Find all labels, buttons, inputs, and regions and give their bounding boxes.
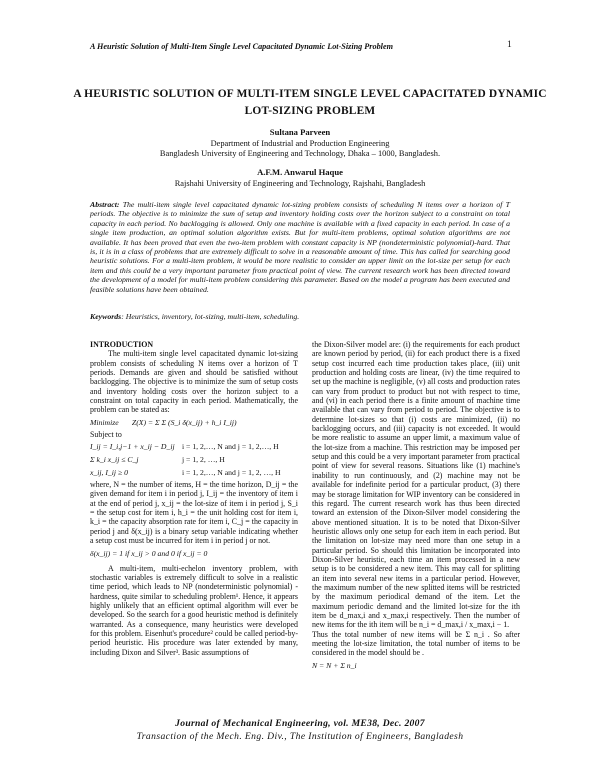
constraint-2: Σ k_i x_ij ≤ C_j j = 1, 2, …, H [90,455,225,465]
author-name: Sultana Parveen [269,127,331,137]
author-name: A.F.M. Anwarul Haque [257,167,343,177]
keywords-label: Keywords [90,312,122,321]
keywords [90,312,510,321]
paragraph-2: A multi-item, multi-echelon inventory problem, with stochastic variables is extremely difficult to solve in a realistic time period, which leads to NP (nondeterministic polynomial) -hardness, quite similar to scheduling problem¹. Hence, it appears highly unlikely that an efficient optimal algorithm will ever be developed. So the search for a good heuristic method is definitely warranted. As a consequence, many heuristics were developed for this problem. Eisenhut's procedure² could be called period-by-period heuristic. His procedure was later extended by many, including Dixon and Silver³. Basic assumptions of [90,563,298,657]
subject-to-label: Subject to [90,429,122,439]
abstract-label: Abstract: [90,200,120,209]
right-column [312,340,520,673]
objective-equation: Z(X) = Σ Σ (S_i δ(x_ij) + h_i I_ij) [131,417,237,427]
journal-citation: Journal of Mechanical Engineering, vol. ME38, Dec. 2007 [175,718,425,729]
intro-paragraph: The multi-item single level capacitated dynamic lot-sizing problem consists of scheduling N items over a horizon of T periods. Demands are given and should be satisfied without backlogging. The objective is to minimize the sum of setup costs and inventory holding costs over the horizon subject to a constraint on total capacity in each period. Mathematically, the problem can be stated as: [90,349,298,415]
left-column [90,340,298,657]
author-affiliation: Bangladesh University of Engineering and Technology, Dhaka – 1000, Bangladesh. [159,149,441,158]
author-block-2 [0,167,600,189]
delta-definition: δ(x_ij) = 1 if x_ij > 0 and 0 if x_ij = 0 [90,548,208,558]
author-affiliation: Rajshahi University of Engineering and Technology, Rajshahi, Bangladesh [174,178,426,188]
paragraph-right-2: Thus the total number of new items will be Σ n_i . So after meeting the lot-size limitation, the total number of items to be considered in the model should be . [312,629,520,658]
page-number: 1 [507,40,512,50]
section-heading: INTRODUCTION [90,340,154,349]
abstract-text: The multi-item single level capacitated dynamic lot-sizing problem consists of scheduling N items over a horizon of T periods. The objective is to minimize the sum of setup and inventory holding costs over the horizon subject to a constraint on total capacity in each period. No backlogging is allowed. Only one machine is available with a fixed capacity in each period. In case of a single item production, an optimal solution algorithm exists. But for multi-item problems, optimal solution algorithms are not available. It has been proved that even the two-item problem with constant capacity is NP (nondeterministic polynomial)-hard. That is, it is in a class of problems that are extremely difficult to solve in a reasonable amount of time. This has called for searching good heuristic solutions. For a multi-item problem, it would be more realistic to consider an upper limit on the lot-size per setup for each item and this could be a very important parameter from practical point of view. The current research work has been directed toward the development of a model for multi-item problem considering this parameter. Based on the model a program has been executed and feasible solutions have been obtained. [90,200,511,294]
paper-title: A HEURISTIC SOLUTION OF MULTI-ITEM SINGLE LEVEL CAPACITATED DYNAMIC LOT-SIZING PROBLEM [73,88,547,117]
paragraph-right-1: the Dixon-Silver model are: (i) the requirements for each product are known period by period, (ii) for each product there is a fixed setup cost incurred each time production takes place, (iii) unit production and holding costs are linear, (iv) the time required to set up the machine is negligible, (v) all costs and production rates can vary from product to product but not with respect to time, and (vi) in each period there is a finite amount of machine time available that can vary from period to period. The objective is to determine lot-sizes so that (i) costs are minimized, (ii) no backlogging occurs, and (iii) capacity is not exceeded. It would be more realistic to assume an upper limit, a maximum value of the lot-size from a machine. This restriction may be imposed per setup and this could be a very important parameter from practical point of view for several reasons. Situations like (1) machine's inability to run continuously, and (2) machine may not be available for indefinite period for a particular product, (3) there may be storage limitation for WIP inventory can be considered in this regard. The current research work has thus been directed toward an extension of the Dixon-Silver model considering the above mentioned situation. It is to be noted that Dixon-Silver heuristic allows only one setup for each item in each period. But the limitation on lot-size may need more than one setup in a particular period. So should this limitation be incorporated into Dixon-Silver heuristic, each time an item processed in a new setup is to be considered a new item. This may call for splitting an item into several new items in a particular period. However, the maximum number of the new splitted items will be restricted by the maximum periodical demand of the item. Let the maximum periodic demand and the limited lot-size for the ith item be d_max,i and x_max,i respectively. Then the number of new items for the ith item will be n_i = d_max,i / x_max,i − 1. [312,340,520,630]
constraint-3: x_ij, I_ij ≥ 0 i = 1, 2,…, N and j = 1, 2, …, H [90,468,281,478]
author-department: Department of Industrial and Production Engineering [210,138,390,148]
final-equation: N = N + Σ n_i [312,660,357,670]
publisher-line: Transaction of the Mech. Eng. Div., The Institution of Engineers, Bangladesh [136,731,464,742]
abstract [90,200,510,294]
running-header: A Heuristic Solution of Multi-Item Single Level Capacitated Dynamic Lot-Sizing Problem [90,42,393,51]
constraint-1: I_ij = I_i,j−1 + x_ij − D_ij i = 1, 2,…, N and j = 1, 2,…, H [90,442,279,452]
author-block-1 [0,127,600,160]
variable-definitions: where, N = the number of items, H = the time horizon, D_ij = the given demand for item i in period j, I_ij = the inventory of item i at the end of period j, x_ij = the lot-size of item i in period j, S_i = the setup cost for item i, h_i = the unit holding cost for item i, k_i = the capacity absorption rate for item i, C_j = the capacity in period j and δ(x_ij) is a binary setup variable indicating whether a setup cost must be incurred for item i in period j or not. [90,480,298,546]
objective-function: Minimize Z(X) = Σ Σ (S_i δ(x_ij) + h_i I_ij) [90,417,237,427]
keywords-text: : Heuristics, inventory, lot-sizing, multi-item, scheduling. [121,312,300,321]
